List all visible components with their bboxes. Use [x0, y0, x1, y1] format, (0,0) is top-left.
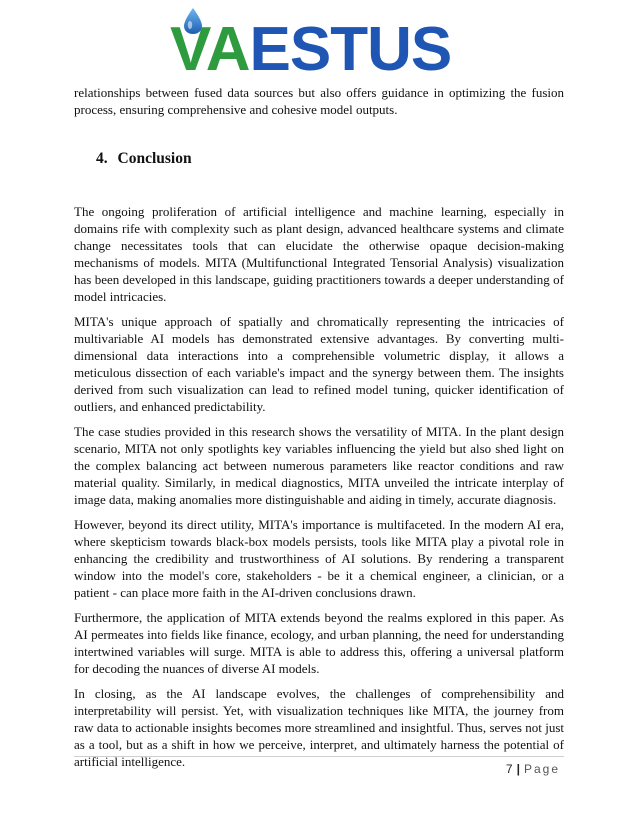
section-heading: [96, 150, 192, 168]
paragraph: In closing, as the AI landscape evolves, the challenges of comprehensibility and interpretability will persist. Yet, with visualization techniques like MITA, the journey from raw data to actionable insights becomes more streamlined and insightful. Thus, serves not just as a tool, but as a shift in how we perceive, interpret, and ultimately harness the potential of artificial intelligence.: [74, 686, 564, 769]
conclusion-body: [74, 203, 564, 778]
page-number: 7: [505, 762, 513, 776]
section-number: 4.: [96, 150, 108, 167]
footer-divider: [74, 756, 564, 757]
vaestus-logo: [168, 6, 470, 76]
section-title: Conclusion: [117, 150, 192, 167]
paragraph: MITA's unique approach of spatially and chromatically representing the intricacies of multivariable AI models has demonstrated extensive advantages. By converting multi-dimensional data interactions into a comprehensible volumetric display, it allows a meticulous dissection of each variable's impact and the synergy between them. The insights derived from such visualization can lead to refined model tuning, quicker identification of outliers, and enhanced predictability.: [74, 314, 564, 414]
paragraph: Furthermore, the application of MITA extends beyond the realms explored in this paper. As AI permeates into fields like finance, ecology, and urban planning, the need for understanding intertwined variables will surge. MITA is able to address this, offering a universal platform for decoding the nuances of diverse AI models.: [74, 610, 564, 676]
page-footer: [506, 762, 560, 776]
paragraph: However, beyond its direct utility, MITA's importance is multifaceted. In the modern AI era, where skepticism towards black-box models persists, tools like MITA play a pivotal role in enhancing the credibility and trustworthiness of AI solutions. By rendering a transparent window into the model's core, stakeholders - be it a chemical engineer, a clinician, or a patient - can place more faith in the AI-driven conclusions drawn.: [74, 517, 564, 600]
footer-separator: |: [516, 762, 520, 776]
logo-graphic: [168, 6, 470, 76]
page-label: Page: [523, 762, 560, 776]
intro-paragraph: relationships between fused data sources but also offers guidance in optimizing the fusion process, ensuring comprehensive and cohesive model outputs.: [74, 85, 564, 117]
logo-wordmark: VAESTUS: [170, 15, 452, 76]
paragraph: The case studies provided in this research shows the versatility of MITA. In the plant design scenario, MITA not only spotlights key variables influencing the yield but also shed light on the complex balancing act between numerous parameters like reactor conditions and raw material quality. Similarly, in medical diagnostics, MITA unveiled the intricate interplay of image data, making anomalies more distinguishable and aiding in timely, accurate diagnosis.: [74, 424, 564, 507]
paragraph: The ongoing proliferation of artificial intelligence and machine learning, especially in domains rife with complexity such as plant design, advanced healthcare systems and climate change necessitates tools that can elucidate the otherwise opaque decision-making mechanisms of models. MITA (Multifunctional Integrated Tensorial Analysis) visualization has been developed in this landscape, guiding practitioners towards a deeper understanding of model intricacies.: [74, 204, 564, 304]
